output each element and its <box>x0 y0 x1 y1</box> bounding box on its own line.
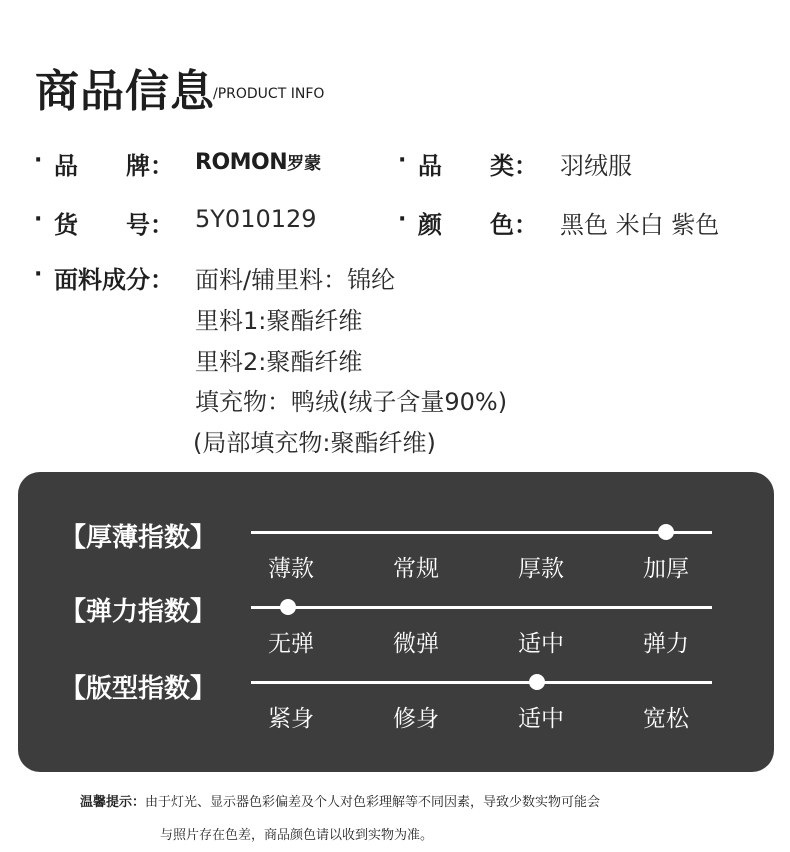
fabric-line: 里料1:聚酯纤维 <box>195 307 363 335</box>
page-subtitle: /PRODUCT INFO <box>213 86 325 102</box>
elasticity-track <box>251 606 712 609</box>
brand-value <box>195 149 321 175</box>
notice-line-1 <box>80 791 600 810</box>
fit-track <box>251 681 712 684</box>
thickness-option: 常规 <box>393 556 439 582</box>
elasticity-knob <box>280 599 296 615</box>
bullet: · <box>34 207 43 232</box>
bullet: · <box>34 262 43 287</box>
notice-label: 温馨提示： <box>80 795 146 810</box>
fabric-line: 里料2:聚酯纤维 <box>195 348 363 376</box>
fabric-label: 面料成分： <box>54 266 174 294</box>
thickness-track <box>251 531 712 534</box>
elasticity-option: 无弹 <box>268 631 314 657</box>
bullet: · <box>398 207 407 232</box>
thickness-option: 加厚 <box>643 556 689 582</box>
thickness-option: 薄款 <box>268 556 314 582</box>
color-value: 黑色 米白 紫色 <box>560 211 720 239</box>
thickness-option: 厚款 <box>518 556 564 582</box>
elasticity-option: 弹力 <box>643 631 689 657</box>
category-label: 品 类： <box>418 152 538 180</box>
bullet: · <box>398 148 407 173</box>
thickness-index-title: 【厚薄指数】 <box>60 523 217 553</box>
brand-logo-cn: 罗蒙 <box>287 154 322 174</box>
brand-logo-text: ROMON <box>195 150 288 175</box>
fit-option: 适中 <box>518 706 564 732</box>
notice-text: 由于灯光、显示器色彩偏差及个人对色彩理解等不同因素，导致少数实物可能会 <box>145 795 601 810</box>
notice-line-2: 与照片存在色差，商品颜色请以收到实物为准。 <box>160 828 434 843</box>
color-label: 颜 色： <box>418 211 538 239</box>
bullet: · <box>34 148 43 173</box>
fabric-line: 面料/辅里料：锦纶 <box>195 266 396 294</box>
fit-option: 宽松 <box>643 706 689 732</box>
thickness-knob <box>658 524 674 540</box>
item-no-label: 货 号： <box>54 211 174 239</box>
elasticity-option: 适中 <box>518 631 564 657</box>
page-title: 商品信息 <box>35 66 215 117</box>
fit-index-title: 【版型指数】 <box>60 674 217 704</box>
category-value: 羽绒服 <box>560 152 632 180</box>
fabric-line: 填充物：鸭绒(绒子含量90%) <box>195 388 508 416</box>
fit-knob <box>529 674 545 690</box>
brand-label: 品 牌： <box>54 152 174 180</box>
fabric-line: (局部填充物:聚酯纤维) <box>193 429 436 457</box>
elasticity-index-title: 【弹力指数】 <box>60 597 217 627</box>
fit-option: 紧身 <box>268 706 314 732</box>
elasticity-option: 微弹 <box>393 631 439 657</box>
fit-option: 修身 <box>393 706 439 732</box>
item-no-value: 5Y010129 <box>195 205 317 233</box>
